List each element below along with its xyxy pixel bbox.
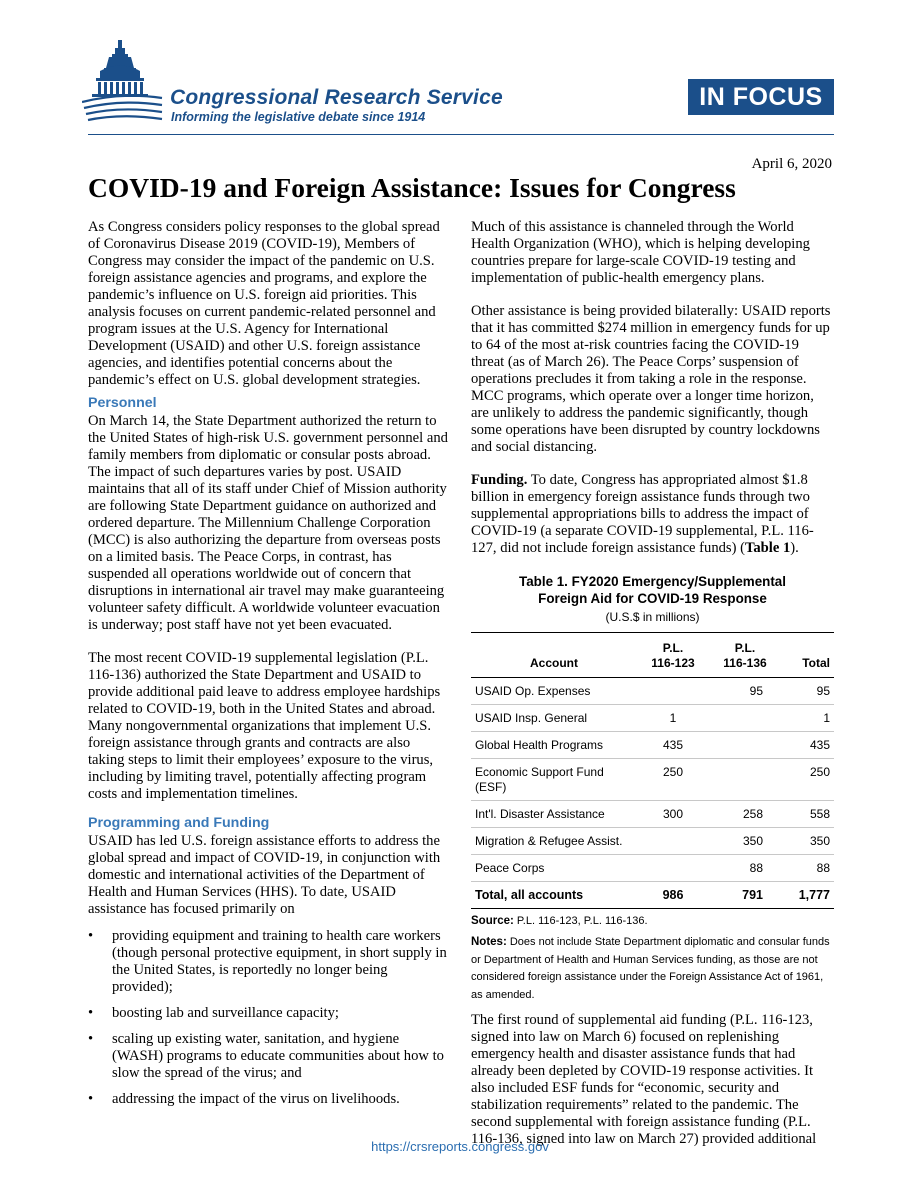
- table-subtitle: (U.S.$ in millions): [605, 610, 700, 624]
- table-reference: Table 1: [744, 540, 791, 556]
- report-header: [0, 0, 920, 140]
- aid-table: [471, 632, 834, 909]
- table-total-row: Total, all accounts 986 791 1,777: [471, 882, 834, 909]
- table-row: Int'l. Disaster Assistance 300 258 558: [471, 801, 834, 828]
- org-tagline: Informing the legislative debate since 1914: [171, 110, 426, 124]
- bullet-icon: •: [88, 928, 94, 944]
- right-column: [471, 219, 834, 1164]
- org-name: Congressional Research Service: [170, 86, 503, 109]
- funding-paragraph: Funding. To date, Congress has appropriated almost $1.8 billion in emergency foreign assistance funds through two supplemental appropriations bills to address the impact of COVID-19 (a separate COVID-19 supplemental, P.L. 116-127, did not include foreign assistance funds) (Table 1).: [471, 472, 814, 556]
- column-header-pl116-136: P.L. 116-136: [709, 633, 781, 678]
- column-header-account: Account: [471, 633, 637, 678]
- footer-url-link[interactable]: https://crsreports.congress.gov: [371, 1139, 549, 1154]
- who-paragraph: Much of this assistance is channeled through the World Health Organization (WHO), which is helping developing countries prepare for large-scale COVID-19 testing and implementation of public-health emergency plans.: [471, 219, 810, 286]
- intro-paragraph: As Congress considers policy responses to the global spread of Coronavirus Disease 2019 (COVID-19), Members of Congress may consider the impact of the pandemic on U.S. foreign assistance agencies and programs, and explore the pandemic’s influence on U.S. foreign aid priorities. This analysis focuses on current pandemic-related personnel and program issues at the U.S. Agency for International Development (USAID) and other U.S. foreign assistance agencies, and identifies potential concerns about the pandemic’s effect on U.S. global development strategies.: [88, 219, 440, 388]
- bullet-icon: •: [88, 1005, 94, 1021]
- table-header-row: [471, 633, 834, 678]
- assistance-bullet-list: [88, 928, 450, 1108]
- column-header-pl116-123: P.L. 116-123: [637, 633, 709, 678]
- programming-paragraph-1: USAID has led U.S. foreign assistance efforts to address the global spread and impact of COVID-19, in conjunction with domestic and international activities of the Department of Health and Human Services (HHS). To date, USAID assistance has focused primarily on: [88, 833, 441, 917]
- list-item: • scaling up existing water, sanitation, and hygiene (WASH) programs to educate communities about how to slow the spread of the virus; and: [88, 1031, 444, 1081]
- bilateral-paragraph: Other assistance is being provided bilaterally: USAID reports that it has committed $274 million in emergency funds for up to 64 of the most at-risk countries facing the COVID-19 threat (as of March 26). The Peace Corps’ suspension of operations precludes it from taking a role in the response. MCC programs, which operate over a longer time horizon, are unlikely to address the pandemic significantly, though some operations have been disrupted by country lockdowns and social distancing.: [471, 303, 831, 455]
- table-row: Migration & Refugee Assist. 350 350: [471, 828, 834, 855]
- bullet-icon: •: [88, 1031, 94, 1047]
- table-row: Economic Support Fund (ESF) 250 250: [471, 759, 834, 801]
- page-title: COVID-19 and Foreign Assistance: Issues for Congress: [88, 172, 736, 203]
- table-title: Table 1. FY2020 Emergency/Supplemental Foreign Aid for COVID-19 Response: [519, 574, 786, 606]
- column-header-total: Total: [781, 633, 834, 678]
- table-row: Peace Corps 88 88: [471, 855, 834, 882]
- table-row: USAID Insp. General 1 1: [471, 705, 834, 732]
- report-date: April 6, 2020: [751, 156, 832, 172]
- table-row: Global Health Programs 435 435: [471, 732, 834, 759]
- first-round-paragraph: The first round of supplemental aid funding (P.L. 116-123, signed into law on March 6) focused on replenishing emergency health and disaster assistance funds that had already been depleted by COVID-19 response activities. It also included ESF funds for “economic, security and stabilization requirements” related to the pandemic. The second supplemental with foreign assistance funding (P.L. 116-136, signed into law on March 27) provided additional: [471, 1012, 817, 1147]
- table-source: Source: P.L. 116-123, P.L. 116-136.: [471, 915, 648, 927]
- in-focus-badge: IN FOCUS: [688, 79, 834, 115]
- list-item: • providing equipment and training to health care workers (though personal protective equipment, in short supply in the United States, is reportedly no longer being provided);: [88, 928, 447, 995]
- personnel-paragraph-1: On March 14, the State Department authorized the return to the United States of high-risk U.S. government personnel and family members from diplomatic or consular posts abroad. The impact of such departures varies by post. USAID maintains that all of its staff under Chief of Mission authority are following State Department guidance on authorized and ordered departure. The Millennium Challenge Corporation (MCC) is also authorizing the departure from overseas posts on a limited basis. The Peace Corps, in contrast, has suspended all operations worldwide out of concern that disruptions in international air travel may make guaranteeing volunteer safety difficult. A worldwide volunteer evacuation is underway; post staff have not yet been evacuated.: [88, 413, 448, 633]
- list-item: • addressing the impact of the virus on livelihoods.: [88, 1091, 400, 1107]
- header-divider: [88, 134, 834, 135]
- personnel-paragraph-2: The most recent COVID-19 supplemental legislation (P.L. 116-136) authorized the State Department and USAID to provide additional paid leave to address employee hardships related to COVID-19, both in the United States and abroad. Many nongovernmental organizations that implement U.S. foreign assistance through grants and contracts are also taking steps to limit their employees’ exposure to the virus, including by limiting travel, potentially affecting program costs and implementation timelines.: [88, 650, 441, 802]
- capitol-dome-logo: [82, 38, 164, 130]
- table-row: USAID Op. Expenses 95 95: [471, 678, 834, 705]
- list-item: • boosting lab and surveillance capacity;: [88, 1005, 339, 1021]
- section-heading-programming: Programming and Funding: [88, 815, 270, 831]
- section-heading-personnel: Personnel: [88, 395, 157, 411]
- bullet-icon: •: [88, 1091, 94, 1107]
- table-notes: Notes: Does not include State Department diplomatic and consular funds or Department of Health and Human Services funding, as those are not considered foreign assistance under the Foreign Assistance Act of 1961, as amended.: [471, 936, 830, 1001]
- left-column: [88, 219, 450, 1117]
